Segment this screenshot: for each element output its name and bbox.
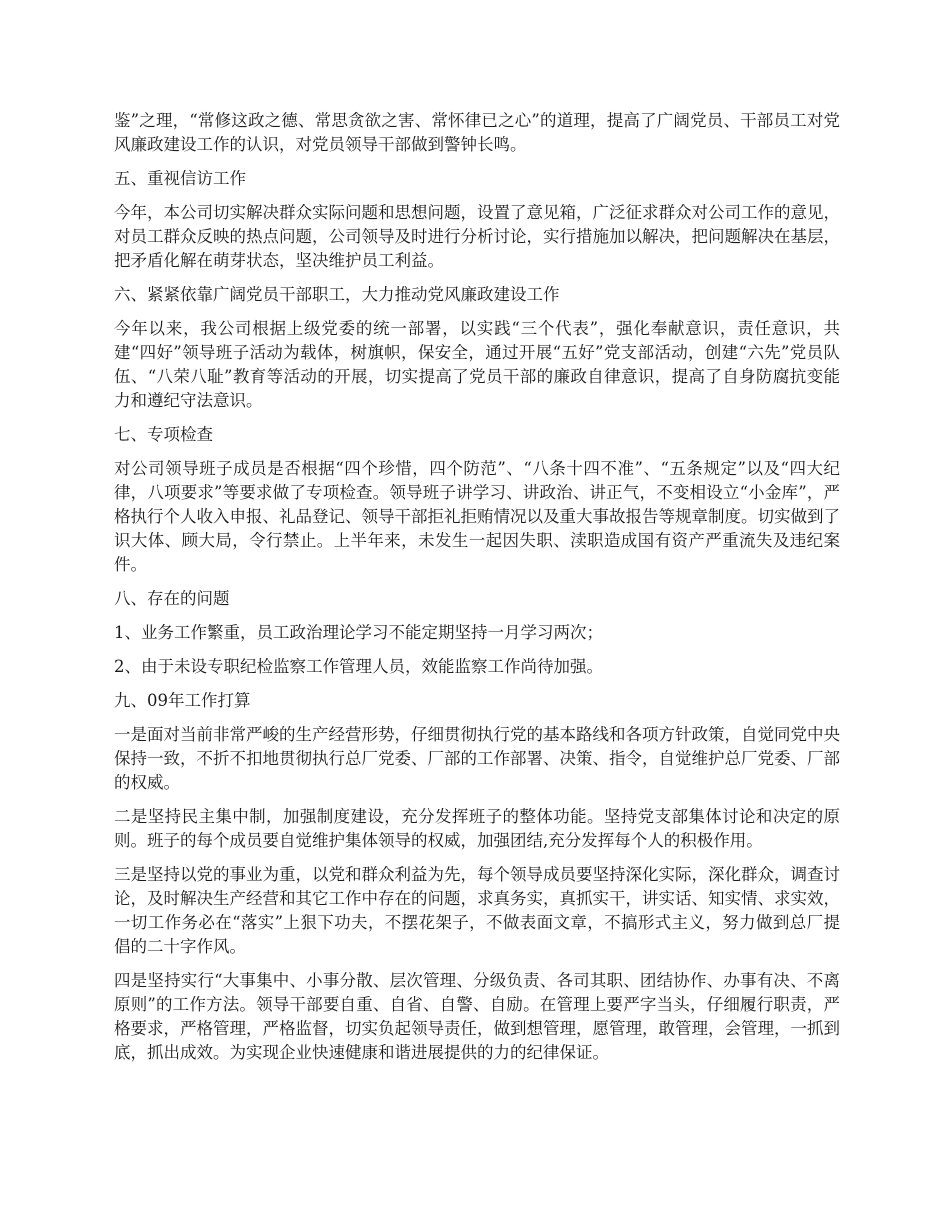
section-heading-7: 七、专项检查 bbox=[114, 425, 213, 444]
section-heading-5: 五、重视信访工作 bbox=[114, 169, 246, 188]
paragraph-section-7: 对公司领导班子成员是否根据“四个珍惜，四个防范”、“八条十四不准”、“五条规定”以及“四大纪律，八项要求”等要求做了专项检查。领导班子讲学习、讲政治、讲正气，不变相设立“小金库”，严格执行个人收入申报、礼品登记、领导干部拒礼拒贿情况以及重大事故报告等规章制度。切实做到了识大体、顾大局，令行禁止。上半年来，未发生一起因失职、渎职造成国有资产严重流失及违纪案件。 bbox=[114, 459, 840, 574]
document-page bbox=[114, 109, 840, 1075]
plan-item-3: 三是坚持以党的事业为重，以党和群众利益为先，每个领导成员要坚持深化实际，深化群众，调查讨论，及时解决生产经营和其它工作中存在的问题，求真务实，真抓实干，讲实话、知实情、求实效，一切工作务必在“落实”上狠下功夫，不摆花架子，不做表面文章，不搞形式主义，努力做到总厂提倡的二十字作风。 bbox=[114, 865, 840, 956]
problem-item-2: 2、由于未设专职纪检监察工作管理人员，效能监察工作尚待加强。 bbox=[114, 657, 603, 676]
plan-item-1: 一是面对当前非常严峻的生产经营形势，仔细贯彻执行党的基本路线和各项方针政策，自觉同党中央保持一致，不折不扣地贯彻执行总厂党委、厂部的工作部署、决策、指令，自觉维护总厂党委、厂部的权威。 bbox=[114, 725, 840, 792]
problem-item-1: 1、业务工作繁重，员工政治理论学习不能定期坚持一月学习两次； bbox=[114, 623, 603, 642]
section-heading-6: 六、紧紧依靠广阔党员干部职工，大力推动党风廉政建设工作 bbox=[114, 285, 560, 304]
plan-item-4: 四是坚持实行“大事集中、小事分散、层次管理、分级负责、各司其职、团结协作、办事有决、不离原则”的工作方法。领导干部要自重、自省、自警、自励。在管理上要严字当头，仔细履行职责，严格要求，严格管理，严格监督，切实负起领导责任，做到想管理，愿管理，敢管理，会管理，一抓到底，抓出成效。为实现企业快速健康和谐进展提供的力的纪律保证。 bbox=[114, 971, 840, 1062]
paragraph-section-6: 今年以来，我公司根据上级党委的统一部署，以实践“三个代表”，强化奉献意识，责任意识，共建“四好”领导班子活动为载体，树旗帜，保安全，通过开展“五好”党支部活动，创建“六先”党员队伍、“八荣八耻”教育等活动的开展，切实提高了党员干部的廉政自律意识，提高了自身防腐抗变能力和遵纪守法意识。 bbox=[114, 319, 840, 410]
plan-item-2: 二是坚持民主集中制，加强制度建设，充分发挥班子的整体功能。坚持党支部集体讨论和决定的原则。班子的每个成员要自觉维护集体领导的权威，加强团结,充分发挥每个人的积极作用。 bbox=[114, 807, 840, 850]
section-heading-9: 九、09年工作打算 bbox=[114, 691, 251, 710]
paragraph-section-5: 今年，本公司切实解决群众实际问题和思想问题，设置了意见箱，广泛征求群众对公司工作的意见，对员工群众反映的热点问题，公司领导及时进行分析讨论，实行措施加以解决，把问题解决在基层，把矛盾化解在萌芽状态，坚决维护员工利益。 bbox=[114, 203, 840, 270]
section-heading-8: 八、存在的问题 bbox=[114, 589, 230, 608]
paragraph-intro-continuation: 鉴”之理，“常修这政之德、常思贪欲之害、常怀律已之心”的道理，提高了广阔党员、干部员工对党风廉政建设工作的认识，对党员领导干部做到警钟长鸣。 bbox=[114, 111, 840, 154]
